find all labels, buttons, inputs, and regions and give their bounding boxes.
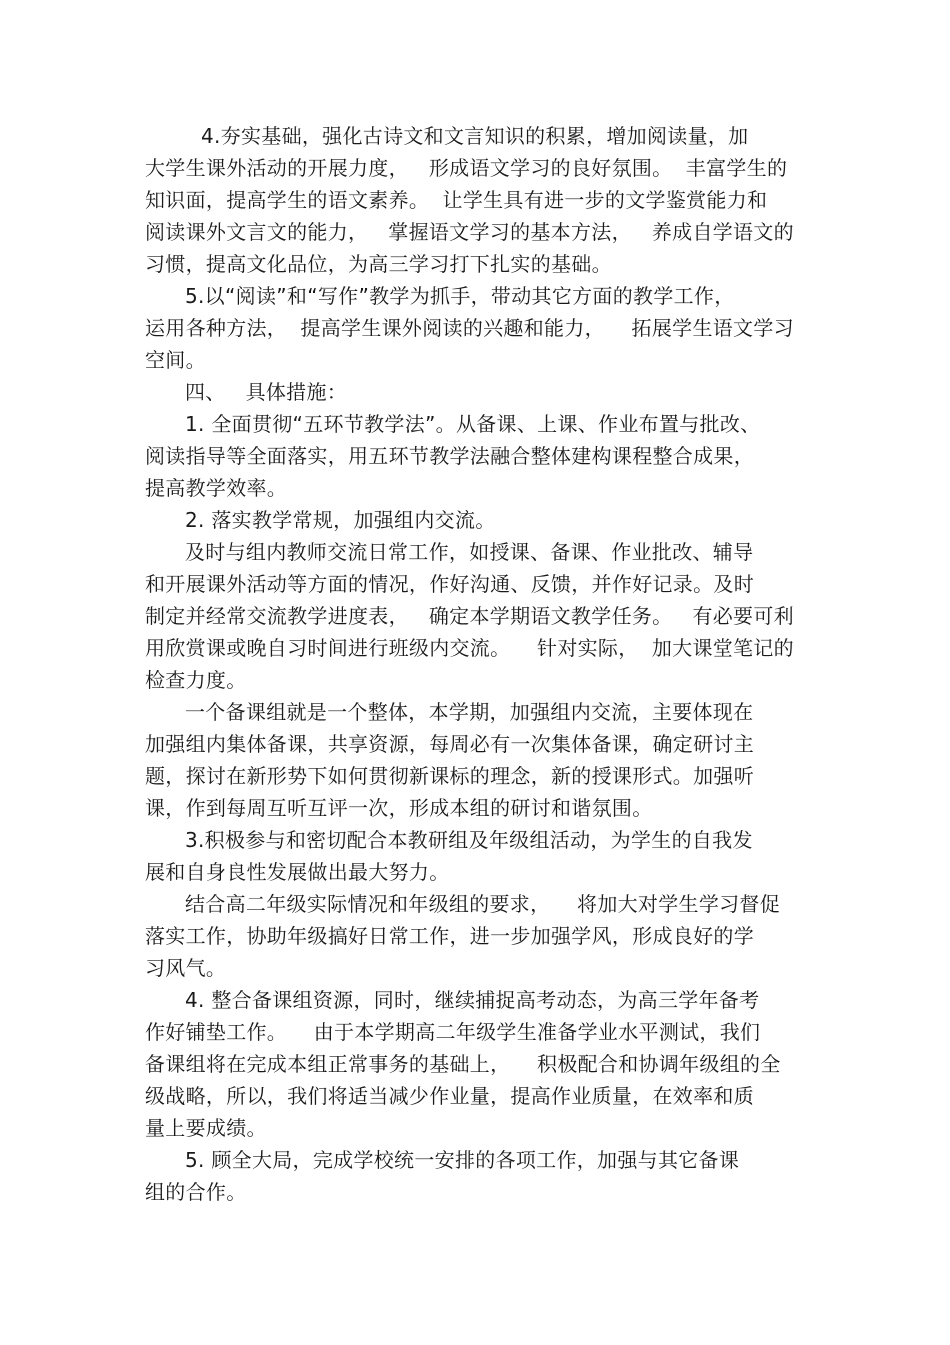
paragraph-line: 3.积极参与和密切配合本教研组及年级组活动，为学生的自我发 — [185, 828, 753, 852]
paragraph-line: 课，作到每周互听互评一次，形成本组的研讨和谐氛围。 — [145, 796, 653, 820]
paragraph-line: 结合高二年级实际情况和年级组的要求， 将加大对学生学习督促 — [185, 892, 781, 916]
paragraph-line: 5.以“阅读”和“写作”教学为抓手，带动其它方面的教学工作， — [185, 284, 735, 308]
paragraph-line: 空间。 — [145, 348, 206, 372]
paragraph-line: 习惯，提高文化品位，为高三学习打下扎实的基础。 — [145, 252, 612, 276]
paragraph-line: 展和自身良性发展做出最大努力。 — [145, 860, 450, 884]
paragraph-line: 备课组将在完成本组正常事务的基础上， 积极配合和协调年级组的全 — [145, 1052, 781, 1076]
paragraph-line: 检查力度。 — [145, 668, 247, 692]
paragraph-line: 4. 整合备课组资源，同时，继续捕捉高考动态，为高三学年备考 — [185, 988, 760, 1012]
paragraph-line: 量上要成绩。 — [145, 1116, 267, 1140]
paragraph-line: 组的合作。 — [145, 1180, 247, 1204]
paragraph-line: 阅读课外文言文的能力， 掌握语文学习的基本方法， 养成自学语文的 — [145, 220, 794, 244]
paragraph-line: 一个备课组就是一个整体，本学期，加强组内交流，主要体现在 — [185, 700, 754, 724]
paragraph-line: 题，探讨在新形势下如何贯彻新课标的理念，新的授课形式。加强听 — [145, 764, 754, 788]
paragraph-line: 知识面，提高学生的语文素养。 让学生具有进一步的文学鉴赏能力和 — [145, 188, 768, 212]
paragraph-line: 用欣赏课或晚自习时间进行班级内交流。 针对实际， 加大课堂笔记的 — [145, 636, 794, 660]
paragraph-line: 制定并经常交流教学进度表， 确定本学期语文教学任务。 有必要可利 — [145, 604, 794, 628]
paragraph-line: 2. 落实教学常规，加强组内交流。 — [185, 508, 496, 532]
paragraph-line: 大学生课外活动的开展力度， 形成语文学习的良好氛围。 丰富学生的 — [145, 156, 788, 180]
paragraph-line: 提高教学效率。 — [145, 476, 288, 500]
paragraph-line: 习风气。 — [145, 956, 227, 980]
paragraph-line: 4.夯实基础，强化古诗文和文言知识的积累，增加阅读量，加 — [201, 124, 749, 148]
paragraph-line: 和开展课外活动等方面的情况，作好沟通、反馈，并作好记录。及时 — [145, 572, 754, 596]
paragraph-line: 加强组内集体备课，共享资源，每周必有一次集体备课，确定研讨主 — [145, 732, 754, 756]
paragraph-line: 运用各种方法， 提高学生课外阅读的兴趣和能力， 拓展学生语文学习 — [145, 316, 794, 340]
paragraph-line: 落实工作，协助年级搞好日常工作，进一步加强学风，形成良好的学 — [145, 924, 754, 948]
section-heading: 四、 具体措施： — [185, 380, 348, 404]
paragraph-line: 作好铺垫工作。 由于本学期高二年级学生准备学业水平测试，我们 — [145, 1020, 761, 1044]
paragraph-line: 阅读指导等全面落实，用五环节教学法融合整体建构课程整合成果， — [145, 444, 754, 468]
paragraph-line: 5. 顾全大局，完成学校统一安排的各项工作，加强与其它备课 — [185, 1148, 740, 1172]
paragraph-line: 及时与组内教师交流日常工作，如授课、备课、作业批改、辅导 — [185, 540, 754, 564]
paragraph-line: 1. 全面贯彻“五环节教学法”。从备课、上课、作业布置与批改、 — [185, 412, 761, 436]
paragraph-line: 级战略，所以，我们将适当减少作业量，提高作业质量，在效率和质 — [145, 1084, 754, 1108]
